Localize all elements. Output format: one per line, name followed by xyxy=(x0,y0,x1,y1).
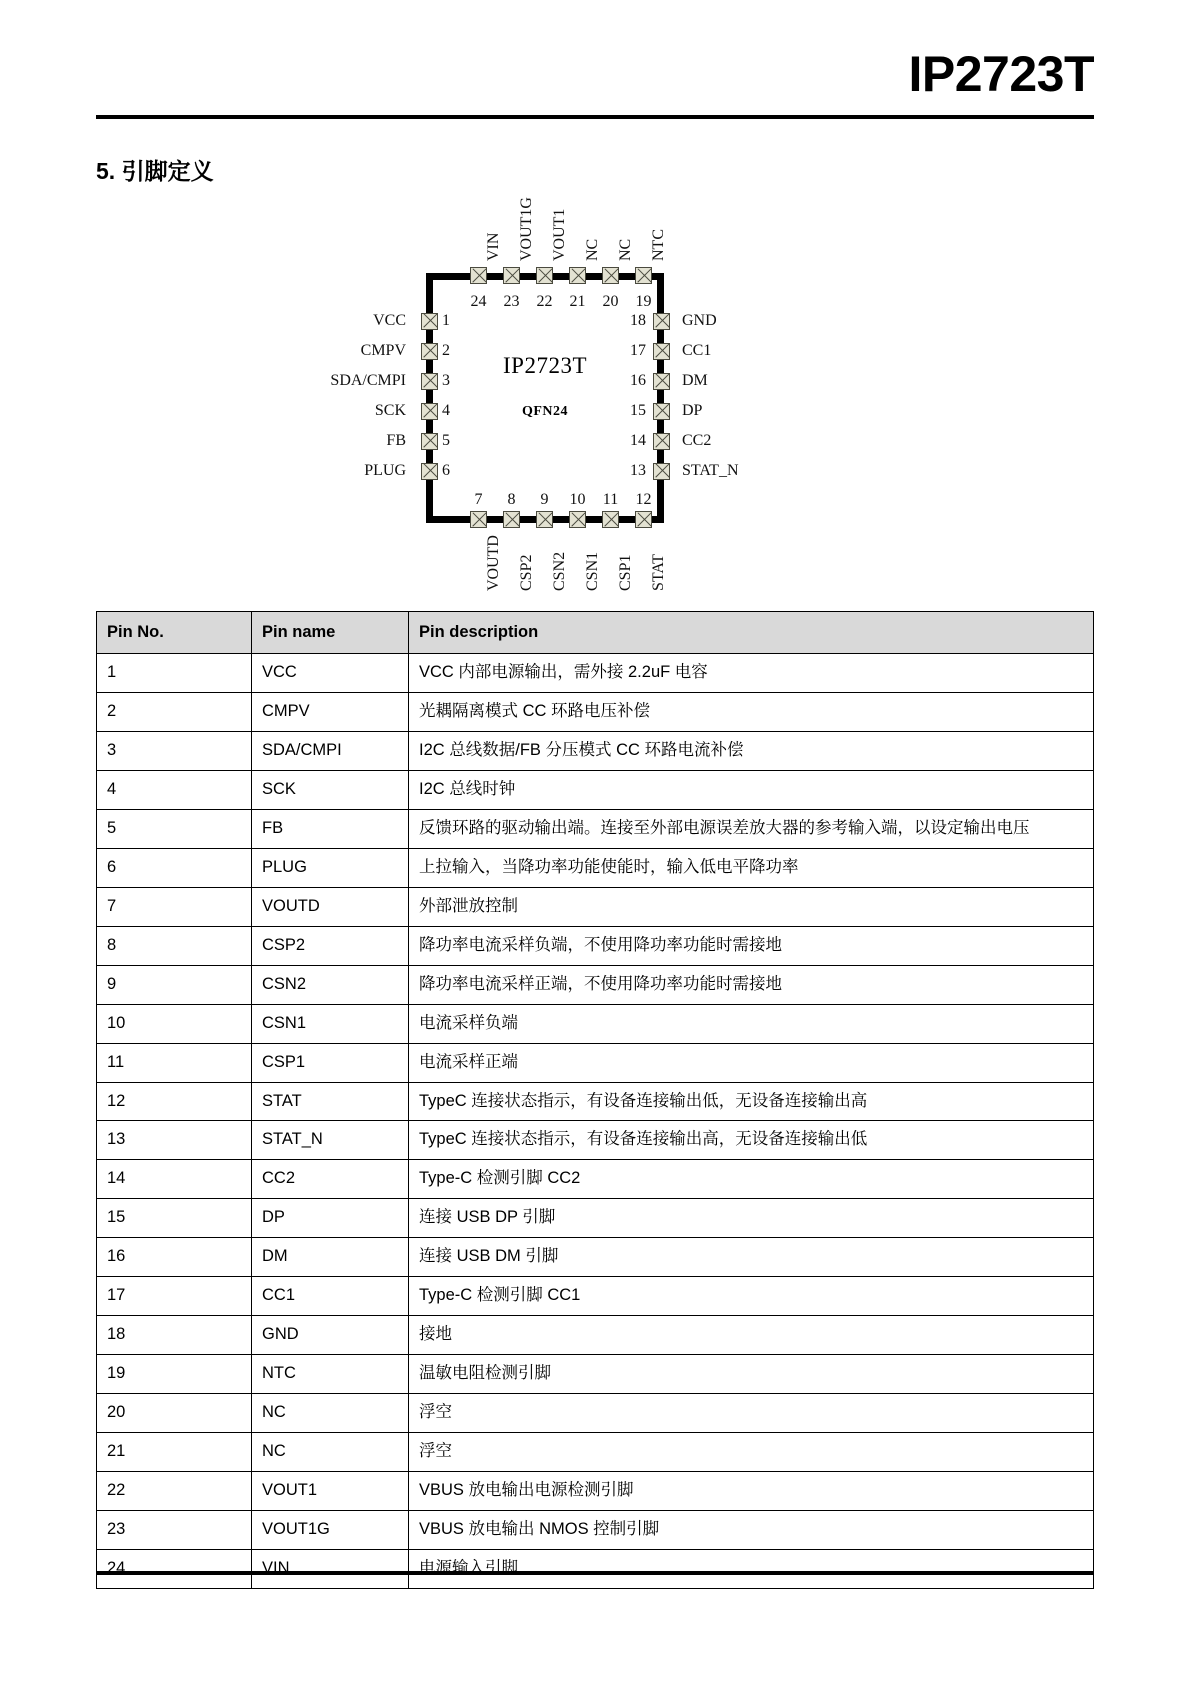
cell-pin-description: 光耦隔离模式 CC 环路电压补偿 xyxy=(409,693,1094,732)
pin-label-dp: DP xyxy=(682,401,703,419)
cell-pin-no: 15 xyxy=(97,1199,252,1238)
pin-pad-vout1g-23 xyxy=(503,267,520,284)
pin-number: 9 xyxy=(540,490,549,508)
cell-pin-no: 19 xyxy=(97,1355,252,1394)
cell-pin-description: 降功率电流采样负端，不使用降功率功能时需接地 xyxy=(409,926,1094,965)
cell-pin-description: 连接 USB DM 引脚 xyxy=(409,1238,1094,1277)
table-row xyxy=(97,693,1094,732)
cell-pin-description: 接地 xyxy=(409,1316,1094,1355)
header-divider xyxy=(96,115,1094,119)
pin-number: 15 xyxy=(630,401,646,419)
cell-pin-description: I2C 总线数据/FB 分压模式 CC 环路电流补偿 xyxy=(409,732,1094,771)
cell-pin-no: 11 xyxy=(97,1043,252,1082)
table-row xyxy=(97,965,1094,1004)
cell-pin-no: 9 xyxy=(97,965,252,1004)
pin-number: 10 xyxy=(569,490,586,508)
cell-pin-no: 23 xyxy=(97,1510,252,1549)
pin-number: 16 xyxy=(630,371,646,389)
pin-label-csp1: CSP1 xyxy=(616,554,634,591)
pinout-diagram xyxy=(96,196,1094,603)
cell-pin-description: VBUS 放电输出电源检测引脚 xyxy=(409,1471,1094,1510)
cell-pin-no: 3 xyxy=(97,732,252,771)
cell-pin-name: CSP2 xyxy=(252,926,409,965)
pin-label-gnd: GND xyxy=(682,311,717,329)
cell-pin-description: VBUS 放电输出 NMOS 控制引脚 xyxy=(409,1510,1094,1549)
table-row xyxy=(97,849,1094,888)
pin-number: 11 xyxy=(602,490,619,508)
pin-number: 22 xyxy=(536,292,553,310)
pin-label-cmpv: CMPV xyxy=(360,341,406,359)
cell-pin-name: VIN xyxy=(252,1549,409,1588)
cell-pin-name: PLUG xyxy=(252,849,409,888)
pin-number: 2 xyxy=(442,341,450,359)
pin-pad-cc1-17 xyxy=(653,343,670,360)
cell-pin-no: 12 xyxy=(97,1082,252,1121)
pin-pad-cc2-14 xyxy=(653,433,670,450)
cell-pin-description: 上拉输入，当降功率功能使能时，输入低电平降功率 xyxy=(409,849,1094,888)
pin-label-stat: STAT xyxy=(649,553,667,591)
cell-pin-name: FB xyxy=(252,810,409,849)
table-row xyxy=(97,1043,1094,1082)
table-row xyxy=(97,1393,1094,1432)
pin-number: 14 xyxy=(630,431,646,449)
table-row xyxy=(97,1355,1094,1394)
table-row xyxy=(97,1277,1094,1316)
pin-number: 19 xyxy=(635,292,652,310)
pin-label-cc2: CC2 xyxy=(682,431,712,449)
cell-pin-description: 外部泄放控制 xyxy=(409,887,1094,926)
cell-pin-no: 16 xyxy=(97,1238,252,1277)
pin-pad-nc-20 xyxy=(602,267,619,284)
cell-pin-no: 17 xyxy=(97,1277,252,1316)
cell-pin-name: NC xyxy=(252,1432,409,1471)
cell-pin-description: 反馈环路的驱动输出端。连接至外部电源误差放大器的参考输入端，以设定输出电压 xyxy=(409,810,1094,849)
pin-pad-stat-n-13 xyxy=(653,463,670,480)
table-row xyxy=(97,1160,1094,1199)
table-row xyxy=(97,926,1094,965)
pin-number: 12 xyxy=(635,490,652,508)
pin-label-ntc: NTC xyxy=(649,228,667,261)
cell-pin-no: 10 xyxy=(97,1004,252,1043)
pin-label-vcc: VCC xyxy=(373,311,406,329)
table-row xyxy=(97,1082,1094,1121)
cell-pin-description: I2C 总线时钟 xyxy=(409,771,1094,810)
table-row xyxy=(97,771,1094,810)
pin-number: 6 xyxy=(442,461,450,479)
pin-pad-cmpv-2 xyxy=(421,343,438,360)
pin-label-stat-n: STAT_N xyxy=(682,461,739,479)
pin-pad-vout1-22 xyxy=(536,267,553,284)
pin-pad-sck-4 xyxy=(421,403,438,420)
cell-pin-no: 18 xyxy=(97,1316,252,1355)
pin-label-plug: PLUG xyxy=(364,461,406,479)
pin-pad-dp-15 xyxy=(653,403,670,420)
table-row xyxy=(97,1199,1094,1238)
pin-label-sda-cmpi: SDA/CMPI xyxy=(330,371,406,389)
table-row xyxy=(97,1549,1094,1588)
pin-number: 3 xyxy=(442,371,450,389)
pin-label-vout1: VOUT1 xyxy=(550,208,568,261)
cell-pin-name: VOUT1G xyxy=(252,1510,409,1549)
cell-pin-no: 22 xyxy=(97,1471,252,1510)
pin-number: 4 xyxy=(442,401,450,419)
pin-number: 18 xyxy=(630,311,646,329)
pin-label-dm: DM xyxy=(682,371,708,389)
table-header-row xyxy=(97,611,1094,654)
table-row xyxy=(97,1316,1094,1355)
cell-pin-name: CMPV xyxy=(252,693,409,732)
cell-pin-no: 4 xyxy=(97,771,252,810)
cell-pin-description: 电源输入引脚 xyxy=(409,1549,1094,1588)
pin-pad-gnd-18 xyxy=(653,313,670,330)
pin-number: 21 xyxy=(569,292,586,310)
cell-pin-name: DM xyxy=(252,1238,409,1277)
cell-pin-no: 8 xyxy=(97,926,252,965)
table-row xyxy=(97,810,1094,849)
cell-pin-name: STAT_N xyxy=(252,1121,409,1160)
cell-pin-description: 电流采样正端 xyxy=(409,1043,1094,1082)
footer-divider xyxy=(96,1571,1094,1575)
table-row xyxy=(97,732,1094,771)
column-header-pin-description: Pin description xyxy=(409,611,1094,654)
pin-pad-nc-21 xyxy=(569,267,586,284)
pin-label-csn2: CSN2 xyxy=(550,551,568,591)
cell-pin-name: VCC xyxy=(252,654,409,693)
cell-pin-no: 7 xyxy=(97,887,252,926)
cell-pin-name: NTC xyxy=(252,1355,409,1394)
cell-pin-description: 浮空 xyxy=(409,1432,1094,1471)
pin-pad-stat-12 xyxy=(635,511,652,528)
cell-pin-name: CC2 xyxy=(252,1160,409,1199)
cell-pin-description: TypeC 连接状态指示，有设备连接输出高，无设备连接输出低 xyxy=(409,1121,1094,1160)
pin-number: 1 xyxy=(442,311,450,329)
pin-number: 5 xyxy=(442,431,450,449)
cell-pin-description: 浮空 xyxy=(409,1393,1094,1432)
table-row xyxy=(97,1432,1094,1471)
cell-pin-no: 2 xyxy=(97,693,252,732)
pin-number: 20 xyxy=(602,292,619,310)
cell-pin-no: 5 xyxy=(97,810,252,849)
pin-label-csn1: CSN1 xyxy=(583,551,601,591)
pin-label-vin: VIN xyxy=(484,232,502,261)
pin-label-vout1g: VOUT1G xyxy=(517,196,535,261)
cell-pin-description: VCC 内部电源输出，需外接 2.2uF 电容 xyxy=(409,654,1094,693)
table-row xyxy=(97,1471,1094,1510)
table-row xyxy=(97,887,1094,926)
cell-pin-description: 温敏电阻检测引脚 xyxy=(409,1355,1094,1394)
section-heading: 5. 引脚定义 xyxy=(96,157,214,184)
cell-pin-name: DP xyxy=(252,1199,409,1238)
table-row xyxy=(97,1238,1094,1277)
table-row xyxy=(97,1510,1094,1549)
cell-pin-description: 降功率电流采样正端，不使用降功率功能时需接地 xyxy=(409,965,1094,1004)
pin-number: 13 xyxy=(630,461,646,479)
cell-pin-no: 1 xyxy=(97,654,252,693)
pin-pad-dm-16 xyxy=(653,373,670,390)
cell-pin-name: CSN2 xyxy=(252,965,409,1004)
cell-pin-description: TypeC 连接状态指示，有设备连接输出低，无设备连接输出高 xyxy=(409,1082,1094,1121)
cell-pin-name: CC1 xyxy=(252,1277,409,1316)
pin-number: 7 xyxy=(474,490,483,508)
pin-pad-csp2-8 xyxy=(503,511,520,528)
cell-pin-no: 20 xyxy=(97,1393,252,1432)
cell-pin-name: CSP1 xyxy=(252,1043,409,1082)
pin-label-sck: SCK xyxy=(374,401,406,419)
cell-pin-no: 13 xyxy=(97,1121,252,1160)
pin-pad-csp1-11 xyxy=(602,511,619,528)
page-header xyxy=(96,0,1094,119)
pin-pad-ntc-19 xyxy=(635,267,652,284)
pin-definition-table xyxy=(96,611,1094,1589)
cell-pin-no: 6 xyxy=(97,849,252,888)
pin-pad-csn2-9 xyxy=(536,511,553,528)
cell-pin-name: CSN1 xyxy=(252,1004,409,1043)
cell-pin-description: 电流采样负端 xyxy=(409,1004,1094,1043)
pin-pad-sda-cmpi-3 xyxy=(421,373,438,390)
pin-pad-vin-24 xyxy=(470,267,487,284)
pin-number: 8 xyxy=(507,490,516,508)
cell-pin-name: VOUT1 xyxy=(252,1471,409,1510)
cell-pin-no: 14 xyxy=(97,1160,252,1199)
pin-pad-fb-5 xyxy=(421,433,438,450)
cell-pin-description: Type-C 检测引脚 CC2 xyxy=(409,1160,1094,1199)
column-header-pin-no: Pin No. xyxy=(97,611,252,654)
cell-pin-name: VOUTD xyxy=(252,887,409,926)
table-row xyxy=(97,1004,1094,1043)
pin-label-csp2: CSP2 xyxy=(517,554,535,591)
pin-number: 17 xyxy=(630,341,646,359)
table-row xyxy=(97,1121,1094,1160)
cell-pin-description: Type-C 检测引脚 CC1 xyxy=(409,1277,1094,1316)
cell-pin-name: STAT xyxy=(252,1082,409,1121)
pin-label-voutd: VOUTD xyxy=(484,534,502,591)
cell-pin-name: SDA/CMPI xyxy=(252,732,409,771)
package-type-label: QFN24 xyxy=(521,403,569,419)
pin-pad-csn1-10 xyxy=(569,511,586,528)
cell-pin-name: SCK xyxy=(252,771,409,810)
cell-pin-description: 连接 USB DP 引脚 xyxy=(409,1199,1094,1238)
column-header-pin-name: Pin name xyxy=(252,611,409,654)
pin-pad-voutd-7 xyxy=(470,511,487,528)
pin-label-cc1: CC1 xyxy=(682,341,712,359)
cell-pin-no: 21 xyxy=(97,1432,252,1471)
cell-pin-name: NC xyxy=(252,1393,409,1432)
table-body xyxy=(97,654,1094,1588)
pin-pad-plug-6 xyxy=(421,463,438,480)
pin-label-nc: NC xyxy=(583,238,601,261)
package-part-label: IP2723T xyxy=(503,352,587,378)
document-title: IP2723T xyxy=(908,46,1094,102)
pin-number: 24 xyxy=(470,292,487,310)
pin-label-nc: NC xyxy=(616,238,634,261)
cell-pin-no: 24 xyxy=(97,1549,252,1588)
pin-pad-vcc-1 xyxy=(421,313,438,330)
pin-label-fb: FB xyxy=(386,431,406,449)
cell-pin-name: GND xyxy=(252,1316,409,1355)
pin-number: 23 xyxy=(503,292,520,310)
table-row xyxy=(97,654,1094,693)
